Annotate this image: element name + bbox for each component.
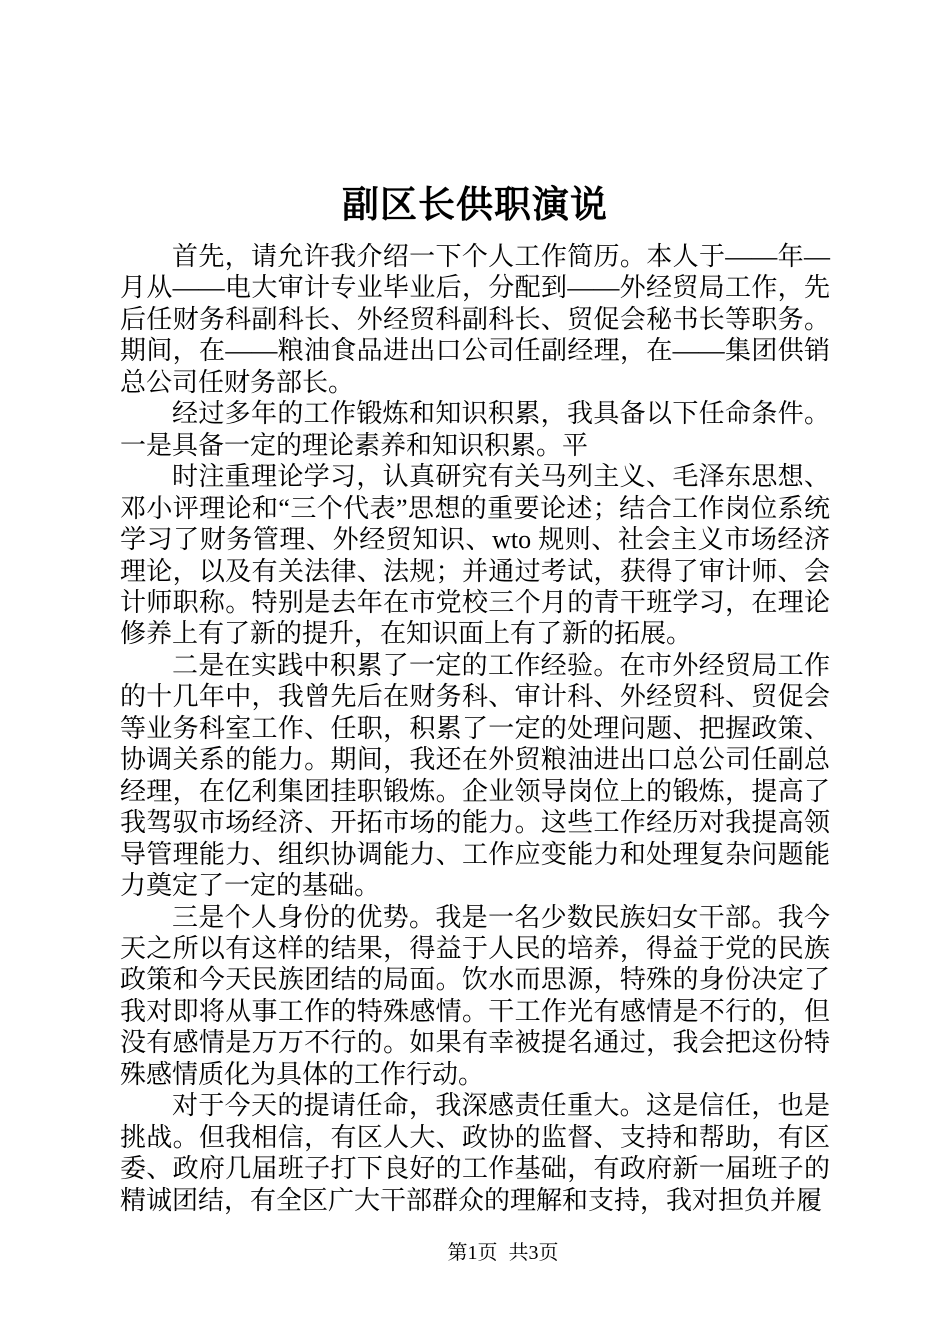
paragraph: 三是个人身份的优势。我是一名少数民族妇女干部。我今天之所以有这样的结果，得益于人民的培养，得益于党的民族政策和今天民族团结的局面。饮水而思源，特殊的身份决定了我对即将从事工作的特殊感情。干工作光有感情是不行的，但没有感情是万万不行的。如果有幸被提名通过，我会把这份特殊感情质化为具体的工作行动。 [120, 902, 830, 1089]
paragraph: 二是在实践中积累了一定的工作经验。在市外经贸局工作的十几年中，我曾先后在财务科、审计科、外经贸科、贸促会等业务科室工作、任职，积累了一定的处理问题、把握政策、协调关系的能力。期间，我还在外贸粮油进出口总公司任副总经理，在亿利集团挂职锻炼。企业领导岗位上的锻炼，提高了我驾驭市场经济、开拓市场的能力。这些工作经历对我提高领导管理能力、组织协调能力、工作应变能力和处理复杂问题能力奠定了一定的基础。 [120, 650, 830, 901]
paragraph: 时注重理论学习，认真研究有关马列主义、毛泽东思想、邓小评理论和“三个代表”思想的重要论述；结合工作岗位系统学习了财务管理、外经贸知识、wto 规则、社会主义市场经济理论，以及有关法律、法规；并通过考试，获得了审计师、会计师职称。特别是去年在市党校三个月的青干班学习，在理论修养上有了新的提升，在知识面上有了新的拓展。 [120, 462, 830, 649]
paragraph: 首先，请允许我介绍一下个人工作简历。本人于——年—月从——电大审计专业毕业后，分配到——外经贸局工作，先后任财务科副科长、外经贸科副科长、贸促会秘书长等职务。期间，在——粮油食品进出口公司任副经理，在——集团供销总公司任财务部长。 [120, 242, 830, 397]
page-number-label: 第1页 共3页 [447, 1242, 559, 1264]
document-title: 副区长供职演说 [342, 185, 608, 226]
page-footer [0, 1240, 950, 1266]
paragraph: 对于今天的提请任命，我深感责任重大。这是信任，也是挑战。但我相信，有区人大、政协的监督、支持和帮助，有区委、政府几届班子打下良好的工作基础，有政府新一届班子的精诚团结，有全区广大干部群众的理解和支持，我对担负并履 [120, 1091, 830, 1215]
paragraph: 经过多年的工作锻炼和知识积累，我具备以下任命条件。一是具备一定的理论素养和知识积累。平 [120, 399, 830, 460]
document-body [120, 241, 830, 1216]
